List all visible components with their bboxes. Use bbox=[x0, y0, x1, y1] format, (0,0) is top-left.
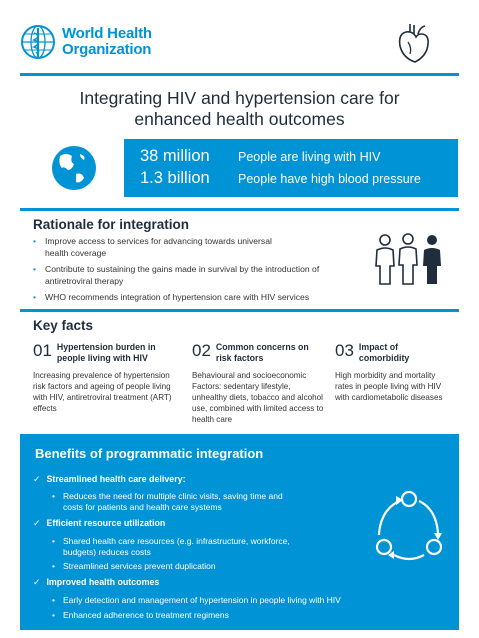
org-name-line1: World Health bbox=[62, 25, 152, 42]
list-item: • WHO recommends integration of hypertension care with HIV services bbox=[33, 292, 343, 304]
stat-hiv bbox=[140, 147, 458, 169]
check-icon: ✓ bbox=[33, 577, 41, 587]
fact-body: High morbidity and mortality rates in people living with HIV with cardiometabolic diseases bbox=[335, 371, 443, 402]
stat-label: People have high blood pressure bbox=[238, 172, 421, 186]
list-item: • Contribute to sustaining the gains made in survival by the introduction of antiretroviral therapy bbox=[33, 264, 343, 287]
fact-body: Increasing prevalence of hypertension risk factors and ageing of people living with HIV, antiretroviral treatment (ART) effects bbox=[33, 371, 172, 413]
org-name bbox=[62, 26, 152, 58]
fact-number: 02 bbox=[192, 341, 211, 360]
fact-card-2 bbox=[192, 342, 327, 425]
check-icon: ✓ bbox=[33, 518, 41, 528]
fact-card-3 bbox=[335, 342, 455, 403]
stats-banner bbox=[124, 139, 458, 197]
stat-number: 38 million bbox=[140, 147, 210, 165]
org-name-line2: Organization bbox=[62, 41, 152, 58]
section-divider bbox=[20, 309, 459, 312]
fact-body: Behavioural and socioeconomic Factors: sedentary lifestyle, unhealthy diets, tobacco and alcohol use, combined with limited access to health care bbox=[192, 371, 324, 424]
who-logo bbox=[20, 24, 152, 60]
benefit-detail: • Shared health care resources (e.g. infrastructure, workforce, budgets) reduces costs bbox=[52, 536, 322, 557]
stat-number: 1.3 billion bbox=[140, 169, 210, 187]
check-icon: ✓ bbox=[33, 474, 41, 484]
benefit-title: Improved health outcomes bbox=[46, 577, 160, 587]
benefit-item bbox=[33, 577, 159, 588]
benefit-detail: • Enhanced adherence to treatment regimens bbox=[52, 610, 352, 621]
page-title-line1: Integrating HIV and hypertension care for bbox=[79, 88, 400, 108]
benefit-title: Efficient resource utilization bbox=[46, 518, 166, 528]
page-title-line2: enhanced health outcomes bbox=[134, 109, 345, 129]
who-emblem-icon bbox=[20, 24, 56, 60]
rationale-list bbox=[33, 236, 343, 309]
fact-number: 03 bbox=[335, 341, 354, 360]
benefit-detail: • Early detection and management of hypertension in people living with HIV bbox=[52, 595, 432, 606]
benefit-item bbox=[33, 518, 165, 529]
cycle-arrows-icon bbox=[372, 489, 446, 567]
benefits-panel bbox=[20, 434, 459, 630]
people-icon bbox=[370, 232, 450, 286]
benefit-title: Streamlined health care delivery: bbox=[46, 474, 186, 484]
heart-icon bbox=[394, 22, 434, 64]
fact-number: 01 bbox=[33, 341, 52, 360]
benefit-item bbox=[33, 474, 186, 485]
stat-hypertension bbox=[140, 169, 458, 191]
header-divider bbox=[20, 73, 459, 76]
fact-title: Impact of comorbidity bbox=[358, 342, 410, 363]
rationale-heading: Rationale for integration bbox=[33, 217, 190, 232]
stat-label: People are living with HIV bbox=[238, 150, 381, 164]
fact-card-1 bbox=[33, 342, 183, 414]
benefit-detail: • Streamlined services prevent duplication bbox=[52, 561, 332, 572]
benefit-detail: • Reduces the need for multiple clinic visits, saving time and costs for patients and health care systems bbox=[52, 491, 302, 512]
globe-icon bbox=[50, 144, 98, 192]
section-divider bbox=[20, 208, 459, 211]
fact-title: Hypertension burden in people living with HIV bbox=[56, 342, 156, 363]
page-title bbox=[40, 88, 439, 130]
list-item: • Improve access to services for advancing towards universal health coverage bbox=[33, 236, 283, 259]
benefits-heading: Benefits of programmatic integration bbox=[35, 446, 264, 461]
fact-title: Common concerns on risk factors bbox=[215, 342, 309, 363]
key-facts-heading: Key facts bbox=[33, 318, 94, 333]
